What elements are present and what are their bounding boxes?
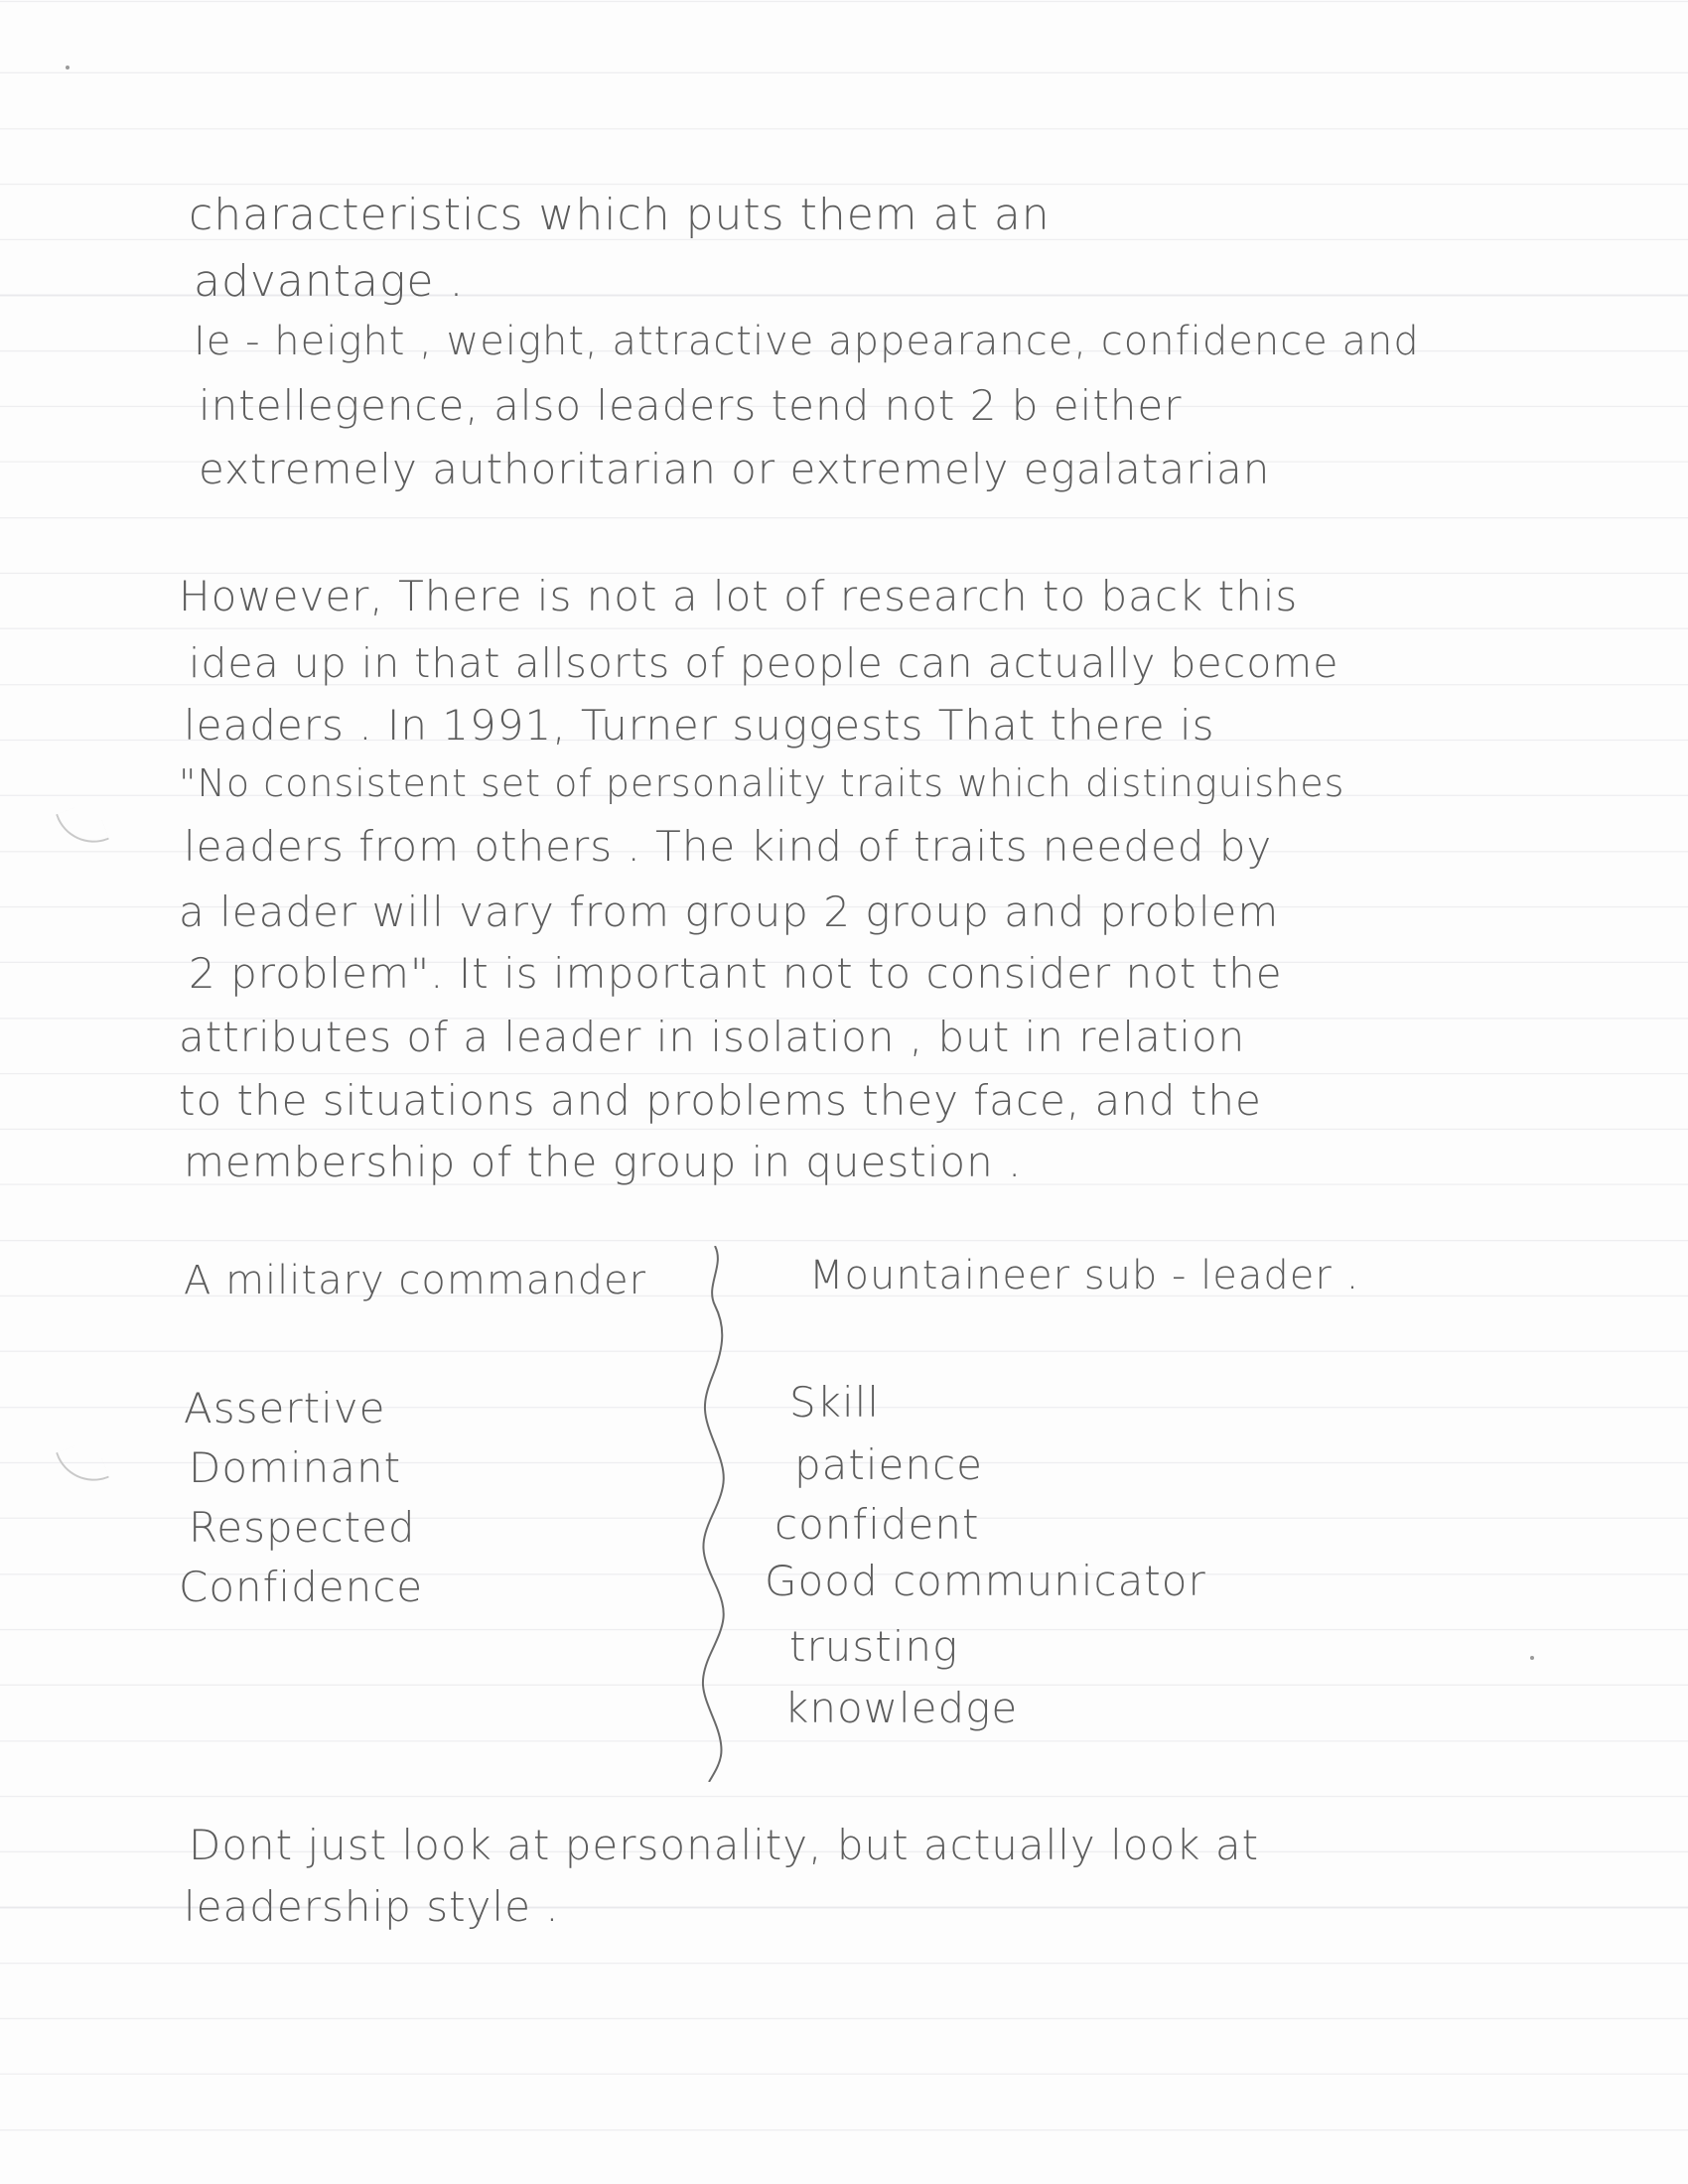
left-column-item: Assertive <box>184 1384 386 1433</box>
paragraph-2-line: leaders from others . The kind of traits needed by <box>184 822 1273 871</box>
paragraph-2-line: to the situations and problems they face, and the <box>179 1076 1262 1125</box>
paragraph-2-line: "No consistent set of personality traits which distinguishes <box>179 761 1345 805</box>
paragraph-2-line: 2 problem". It is important not to consider not the <box>189 949 1283 998</box>
right-column-item: Good communicator <box>765 1557 1206 1605</box>
left-column-item: Dominant <box>189 1443 402 1492</box>
paragraph-2-line: a leader will vary from group 2 group and problem <box>179 887 1280 936</box>
closing-line: leadership style . <box>184 1882 560 1931</box>
paragraph-2-line: idea up in that allsorts of people can actually become <box>189 639 1339 687</box>
right-column-item: Skill <box>789 1378 880 1427</box>
punch-hole-mark <box>56 1438 109 1492</box>
column-divider-squiggle <box>695 1246 735 1782</box>
left-column-heading: A military commander <box>184 1258 647 1303</box>
paper-speck <box>1530 1656 1534 1660</box>
paragraph-2-line: attributes of a leader in isolation , but in relation <box>179 1013 1246 1061</box>
paragraph-1-line: Ie - height , weight, attractive appearance, confidence and <box>194 319 1420 364</box>
right-column-item: patience <box>794 1440 983 1489</box>
paragraph-1-line: intellegence, also leaders tend not 2 b either <box>199 381 1183 430</box>
right-column-item: confident <box>774 1500 980 1549</box>
left-column-item: Respected <box>189 1503 416 1552</box>
paragraph-1-line: advantage . <box>194 256 465 307</box>
paragraph-2-line: membership of the group in question . <box>184 1138 1023 1186</box>
left-column-item: Confidence <box>179 1563 424 1611</box>
paragraph-2-line: However, There is not a lot of research to back this <box>179 572 1299 620</box>
closing-line: Dont just look at personality, but actually look at <box>189 1821 1260 1869</box>
right-column-item: trusting <box>789 1622 959 1671</box>
paragraph-1-line: extremely authoritarian or extremely egalatarian <box>199 445 1271 493</box>
right-column-item: knowledge <box>784 1684 1019 1732</box>
paragraph-2-line: leaders . In 1991, Turner suggests That there is <box>184 701 1215 750</box>
paragraph-1-line: characteristics which puts them at an <box>189 190 1051 240</box>
paper-speck <box>66 66 70 69</box>
punch-hole-mark <box>56 800 109 854</box>
right-column-heading: Mountaineer sub - leader . <box>809 1253 1360 1298</box>
